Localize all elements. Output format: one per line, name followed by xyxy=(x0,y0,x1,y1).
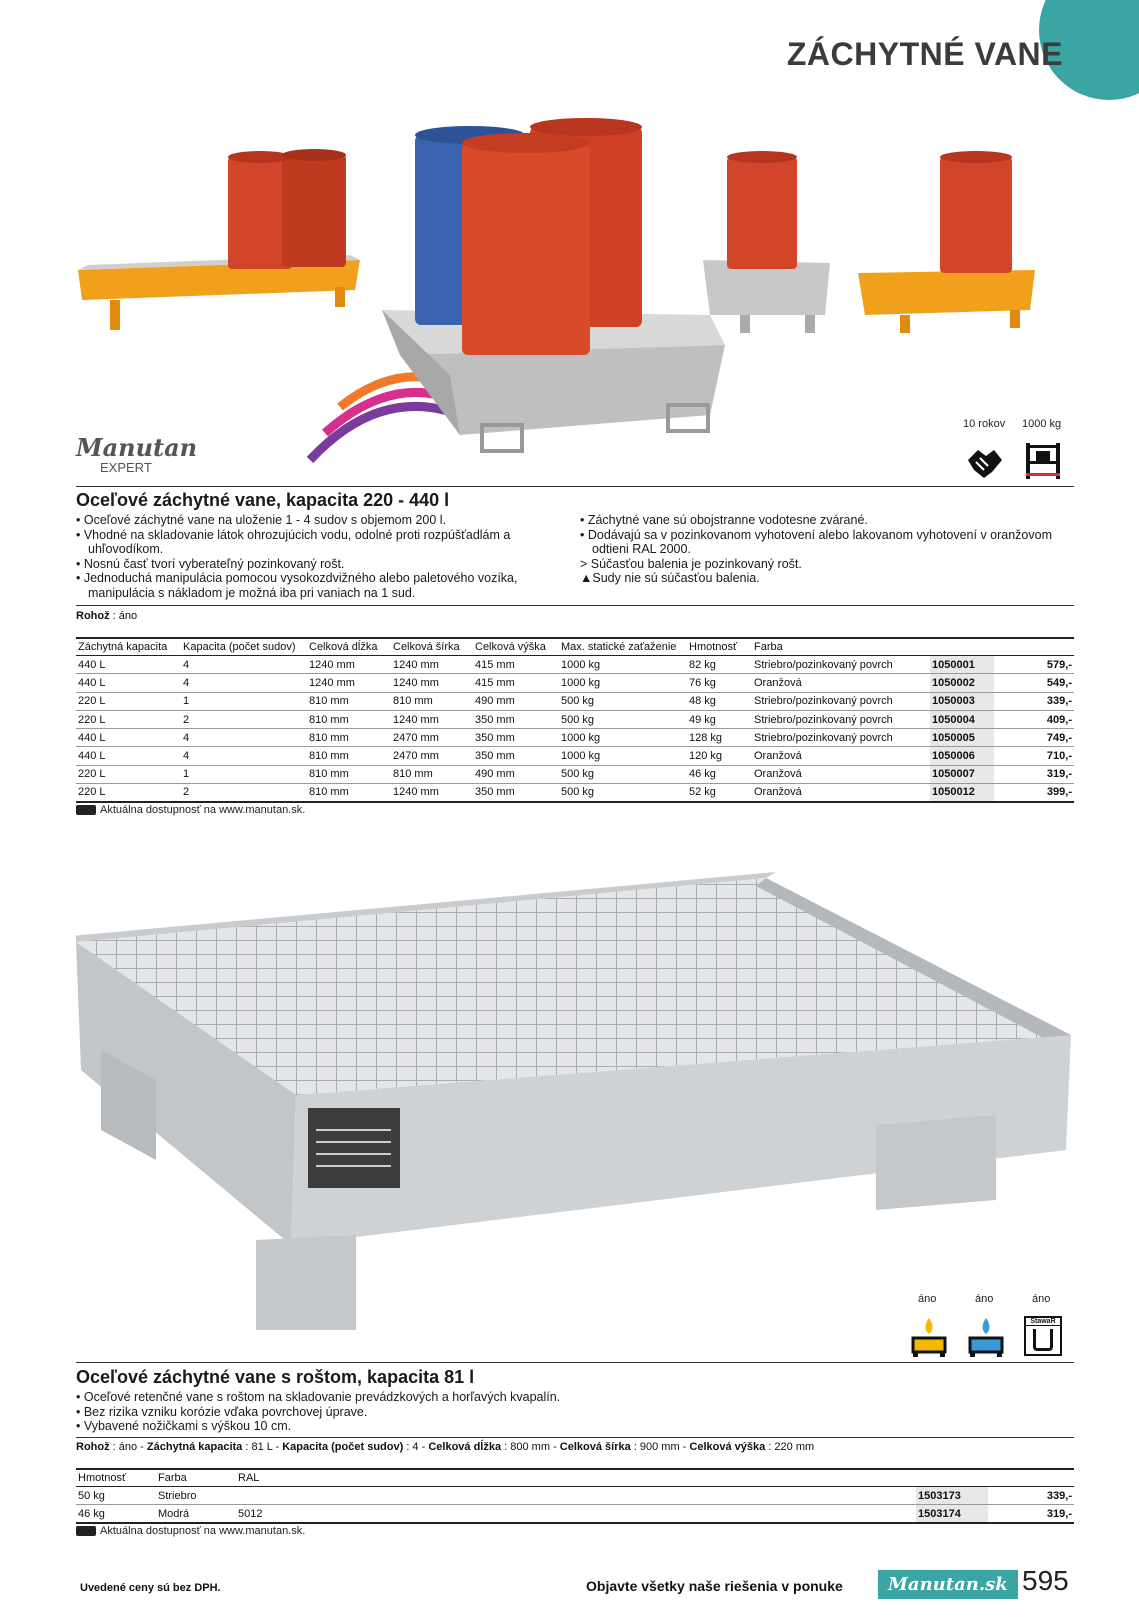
cell: 128 kg xyxy=(687,729,752,747)
cell: Striebro/pozinkovaný povrch xyxy=(752,692,930,710)
icon-label: áno xyxy=(1032,1293,1051,1305)
bullet: • Nosnú časť tvorí vyberateľný pozinkovaný rošt. xyxy=(76,556,345,571)
attr-label: Záchytná kapacita xyxy=(146,1441,243,1453)
cell: 810 mm xyxy=(391,692,473,710)
cell: 2470 mm xyxy=(391,729,473,747)
product-code[interactable]: 1050002 xyxy=(930,674,994,692)
table-row xyxy=(76,656,1074,674)
price: 749,- xyxy=(994,729,1074,747)
price: 549,- xyxy=(994,674,1074,692)
attr-label: Celková výška xyxy=(689,1441,766,1453)
col-header xyxy=(916,1469,988,1487)
col-header: Max. statické zaťaženie xyxy=(559,638,687,656)
price-note: Uvedené ceny sú bez DPH. xyxy=(80,1582,221,1594)
table-row xyxy=(76,784,1074,802)
attr-label: Rohož xyxy=(76,1441,110,1453)
icon-label: áno xyxy=(918,1293,937,1305)
section2-availability[interactable] xyxy=(76,1525,305,1537)
stawar-text: StawaR xyxy=(1026,1318,1060,1326)
cell: 52 kg xyxy=(687,784,752,802)
cell: 5012 xyxy=(236,1505,916,1523)
attr-value: : 800 mm - xyxy=(501,1441,560,1453)
product-code[interactable]: 1503174 xyxy=(916,1505,988,1523)
cell: 810 mm xyxy=(307,710,391,728)
table-row xyxy=(76,692,1074,710)
cell: 415 mm xyxy=(473,674,559,692)
bullet: > Súčasťou balenia je pozinkovaný rošt. xyxy=(580,556,802,571)
cell: 350 mm xyxy=(473,729,559,747)
galvanized-tray-1-drum-image xyxy=(703,151,830,333)
cell: 1000 kg xyxy=(559,656,687,674)
cell: 810 mm xyxy=(391,765,473,783)
attr-value: : áno xyxy=(109,610,138,622)
table-row xyxy=(76,1487,1074,1505)
orange-tray-2-drums-image xyxy=(78,149,360,330)
cell: 220 L xyxy=(76,710,181,728)
table-row xyxy=(76,747,1074,765)
stawar-icon xyxy=(1024,1316,1062,1356)
cell: 1000 kg xyxy=(559,747,687,765)
product-code[interactable]: 1050012 xyxy=(930,784,994,802)
col-header xyxy=(988,1469,1074,1487)
label-plate xyxy=(308,1108,400,1188)
page-number: 595 xyxy=(1022,1565,1069,1596)
cell: 2 xyxy=(181,784,307,802)
cell: 440 L xyxy=(76,729,181,747)
footer-cta: Objavte všetky naše riešenia v ponuke xyxy=(586,1578,843,1594)
cell: Striebro/pozinkovaný povrch xyxy=(752,729,930,747)
cell: 500 kg xyxy=(559,765,687,783)
water-drop-tray-icon xyxy=(967,1316,1005,1358)
product-code[interactable]: 1050004 xyxy=(930,710,994,728)
cell: Striebro/pozinkovaný povrch xyxy=(752,656,930,674)
section2-spec-table xyxy=(76,1468,1074,1524)
attr-label: Celková šírka xyxy=(559,1441,631,1453)
warranty-label: 10 rokov xyxy=(963,418,1006,430)
bullet: • Vybavené nožičkami s výškou 10 cm. xyxy=(76,1419,292,1433)
cell: 220 L xyxy=(76,765,181,783)
bullet: • Bez rizika vzniku korózie vďaka povrchovej úprave. xyxy=(76,1404,368,1419)
cell: 810 mm xyxy=(307,692,391,710)
cell: 1240 mm xyxy=(307,656,391,674)
table-row xyxy=(76,710,1074,728)
product-code[interactable]: 1050006 xyxy=(930,747,994,765)
price: 339,- xyxy=(994,692,1074,710)
section1-title: Oceľové záchytné vane, kapacita 220 - 440 l xyxy=(76,490,450,510)
manutan-logo: Manutan xyxy=(76,433,198,462)
product-image-spill-trays xyxy=(70,115,1070,465)
icon-label: áno xyxy=(975,1293,994,1305)
cell: 1000 kg xyxy=(559,729,687,747)
truck-icon xyxy=(76,1526,96,1536)
cell: 4 xyxy=(181,656,307,674)
col-header: Celková šírka xyxy=(391,638,473,656)
cell: 810 mm xyxy=(307,784,391,802)
cell: 4 xyxy=(181,747,307,765)
shelf-load-icon xyxy=(1024,441,1062,481)
price: 409,- xyxy=(994,710,1074,728)
attr-label: Rohož xyxy=(76,610,110,622)
cell: 350 mm xyxy=(473,747,559,765)
section1-bullets-right xyxy=(580,513,1074,586)
cell: 1240 mm xyxy=(391,784,473,802)
cell: 350 mm xyxy=(473,710,559,728)
cell: 350 mm xyxy=(473,784,559,802)
cell: 76 kg xyxy=(687,674,752,692)
cell: 220 L xyxy=(76,784,181,802)
section1-spec-table xyxy=(76,637,1074,803)
cell: 4 xyxy=(181,729,307,747)
galvanized-tray-4-drums-image xyxy=(382,118,725,451)
bullet: • Oceľové záchytné vane na uloženie 1 - 4 sudov s objemom 200 l. xyxy=(76,513,447,527)
orange-tray-1-drum-image xyxy=(858,151,1035,333)
page-title: ZÁCHYTNÉ VANE xyxy=(786,36,1063,72)
availability-text: Aktuálna dostupnosť na www.manutan.sk. xyxy=(100,804,306,816)
bullet: ▲Sudy nie sú súčasťou balenia. xyxy=(580,571,760,585)
price: 399,- xyxy=(994,784,1074,802)
availability-text: Aktuálna dostupnosť na www.manutan.sk. xyxy=(100,1525,306,1537)
bullet: • Záchytné vane sú obojstranne vodotesne zvárané. xyxy=(580,513,868,527)
section1-bullets-left xyxy=(76,513,546,600)
attr-value: : 220 mm xyxy=(765,1441,815,1453)
price: 319,- xyxy=(988,1505,1074,1523)
section2-title: Oceľové záchytné vane s roštom, kapacita 81 l xyxy=(76,1367,475,1387)
cell xyxy=(236,1487,916,1505)
cell: 500 kg xyxy=(559,784,687,802)
price: 579,- xyxy=(994,656,1074,674)
cell: Oranžová xyxy=(752,784,930,802)
oil-drop-tray-icon xyxy=(910,1316,948,1358)
cell: 500 kg xyxy=(559,710,687,728)
cell: 1 xyxy=(181,765,307,783)
col-header: Farba xyxy=(156,1469,236,1487)
col-header: Farba xyxy=(752,638,930,656)
col-header xyxy=(930,638,994,656)
col-header: Záchytná kapacita xyxy=(76,638,181,656)
col-header: Hmotnosť xyxy=(687,638,752,656)
product-image-galvanized-tray xyxy=(76,870,1076,1330)
load-label: 1000 kg xyxy=(1022,418,1062,430)
table-row xyxy=(76,1505,1074,1523)
cell: 1240 mm xyxy=(307,674,391,692)
cell: 2 xyxy=(181,710,307,728)
cell: 500 kg xyxy=(559,692,687,710)
bullet: • Oceľové retenčné vane s roštom na skladovanie prevádzkových a horľavých kvapalín. xyxy=(76,1390,561,1404)
col-header: Kapacita (počet sudov) xyxy=(181,638,307,656)
section1-attributes xyxy=(76,610,137,622)
product-code[interactable]: 1050001 xyxy=(930,656,994,674)
col-header: Celková výška xyxy=(473,638,559,656)
cell: 82 kg xyxy=(687,656,752,674)
cell: 440 L xyxy=(76,674,181,692)
product-code[interactable]: 1050003 xyxy=(930,692,994,710)
divider xyxy=(76,1437,1074,1438)
cell: 1000 kg xyxy=(559,674,687,692)
cell: 50 kg xyxy=(76,1487,156,1505)
handshake-icon xyxy=(966,442,1004,480)
bullet: • Dodávajú sa v pozinkovanom vyhotovení alebo lakovanom vyhotovení v oranžovom odtieni RAL 2000. xyxy=(580,527,1053,556)
cell: 440 L xyxy=(76,656,181,674)
cell: 415 mm xyxy=(473,656,559,674)
table-row xyxy=(76,729,1074,747)
cell: 49 kg xyxy=(687,710,752,728)
manutan-sk-logo[interactable]: Manutan.sk xyxy=(878,1570,1018,1599)
cell: 440 L xyxy=(76,747,181,765)
cell: Striebro/pozinkovaný povrch xyxy=(752,710,930,728)
bullet: • Jednoduchá manipulácia pomocou vysokozdvižného alebo paletového vozíka, manipulácia s nákladom je možná iba pri vaniach na 1 sud. xyxy=(76,571,518,600)
bullet: • Vhodné na skladovanie látok ohrozujúcich vodu, odolné proti rozpúšťadlám a uhľovodíkom. xyxy=(76,527,511,556)
divider xyxy=(76,605,1074,606)
divider xyxy=(76,1362,1074,1363)
cell: 1 xyxy=(181,692,307,710)
cell: 46 kg xyxy=(76,1505,156,1523)
attr-value: : 900 mm - xyxy=(630,1441,690,1453)
cell: 810 mm xyxy=(307,729,391,747)
divider xyxy=(76,486,1074,487)
section2-bullets xyxy=(76,1390,776,1434)
truck-icon xyxy=(76,805,96,815)
attr-value: : 81 L - xyxy=(242,1441,283,1453)
product-code[interactable]: 1050007 xyxy=(930,765,994,783)
cell: 2470 mm xyxy=(391,747,473,765)
cell: Striebro xyxy=(156,1487,236,1505)
attr-value: : áno - xyxy=(109,1441,147,1453)
cell: 1240 mm xyxy=(391,656,473,674)
cell: 4 xyxy=(181,674,307,692)
col-header xyxy=(994,638,1074,656)
cell: 46 kg xyxy=(687,765,752,783)
cell: 1240 mm xyxy=(391,710,473,728)
table-row xyxy=(76,765,1074,783)
cell: 810 mm xyxy=(307,765,391,783)
attr-label: Celková dĺžka xyxy=(428,1441,502,1453)
cell: 810 mm xyxy=(307,747,391,765)
cell: 1240 mm xyxy=(391,674,473,692)
price: 319,- xyxy=(994,765,1074,783)
cell: Modrá xyxy=(156,1505,236,1523)
section2-attributes xyxy=(76,1441,814,1453)
cell: 220 L xyxy=(76,692,181,710)
cell: Oranžová xyxy=(752,674,930,692)
price: 339,- xyxy=(988,1487,1074,1505)
table-row xyxy=(76,674,1074,692)
price: 710,- xyxy=(994,747,1074,765)
cell: 48 kg xyxy=(687,692,752,710)
col-header: Hmotnosť xyxy=(76,1469,156,1487)
product-code[interactable]: 1050005 xyxy=(930,729,994,747)
expert-label: EXPERT xyxy=(100,460,152,475)
attr-value: : 4 - xyxy=(403,1441,429,1453)
cell: 490 mm xyxy=(473,765,559,783)
col-header: RAL xyxy=(236,1469,916,1487)
cell: 490 mm xyxy=(473,692,559,710)
cell: Oranžová xyxy=(752,765,930,783)
product-code[interactable]: 1503173 xyxy=(916,1487,988,1505)
col-header: Celková dĺžka xyxy=(307,638,391,656)
attr-label: Kapacita (počet sudov) xyxy=(282,1441,404,1453)
cell: 120 kg xyxy=(687,747,752,765)
cell: Oranžová xyxy=(752,747,930,765)
section1-availability[interactable] xyxy=(76,804,305,816)
